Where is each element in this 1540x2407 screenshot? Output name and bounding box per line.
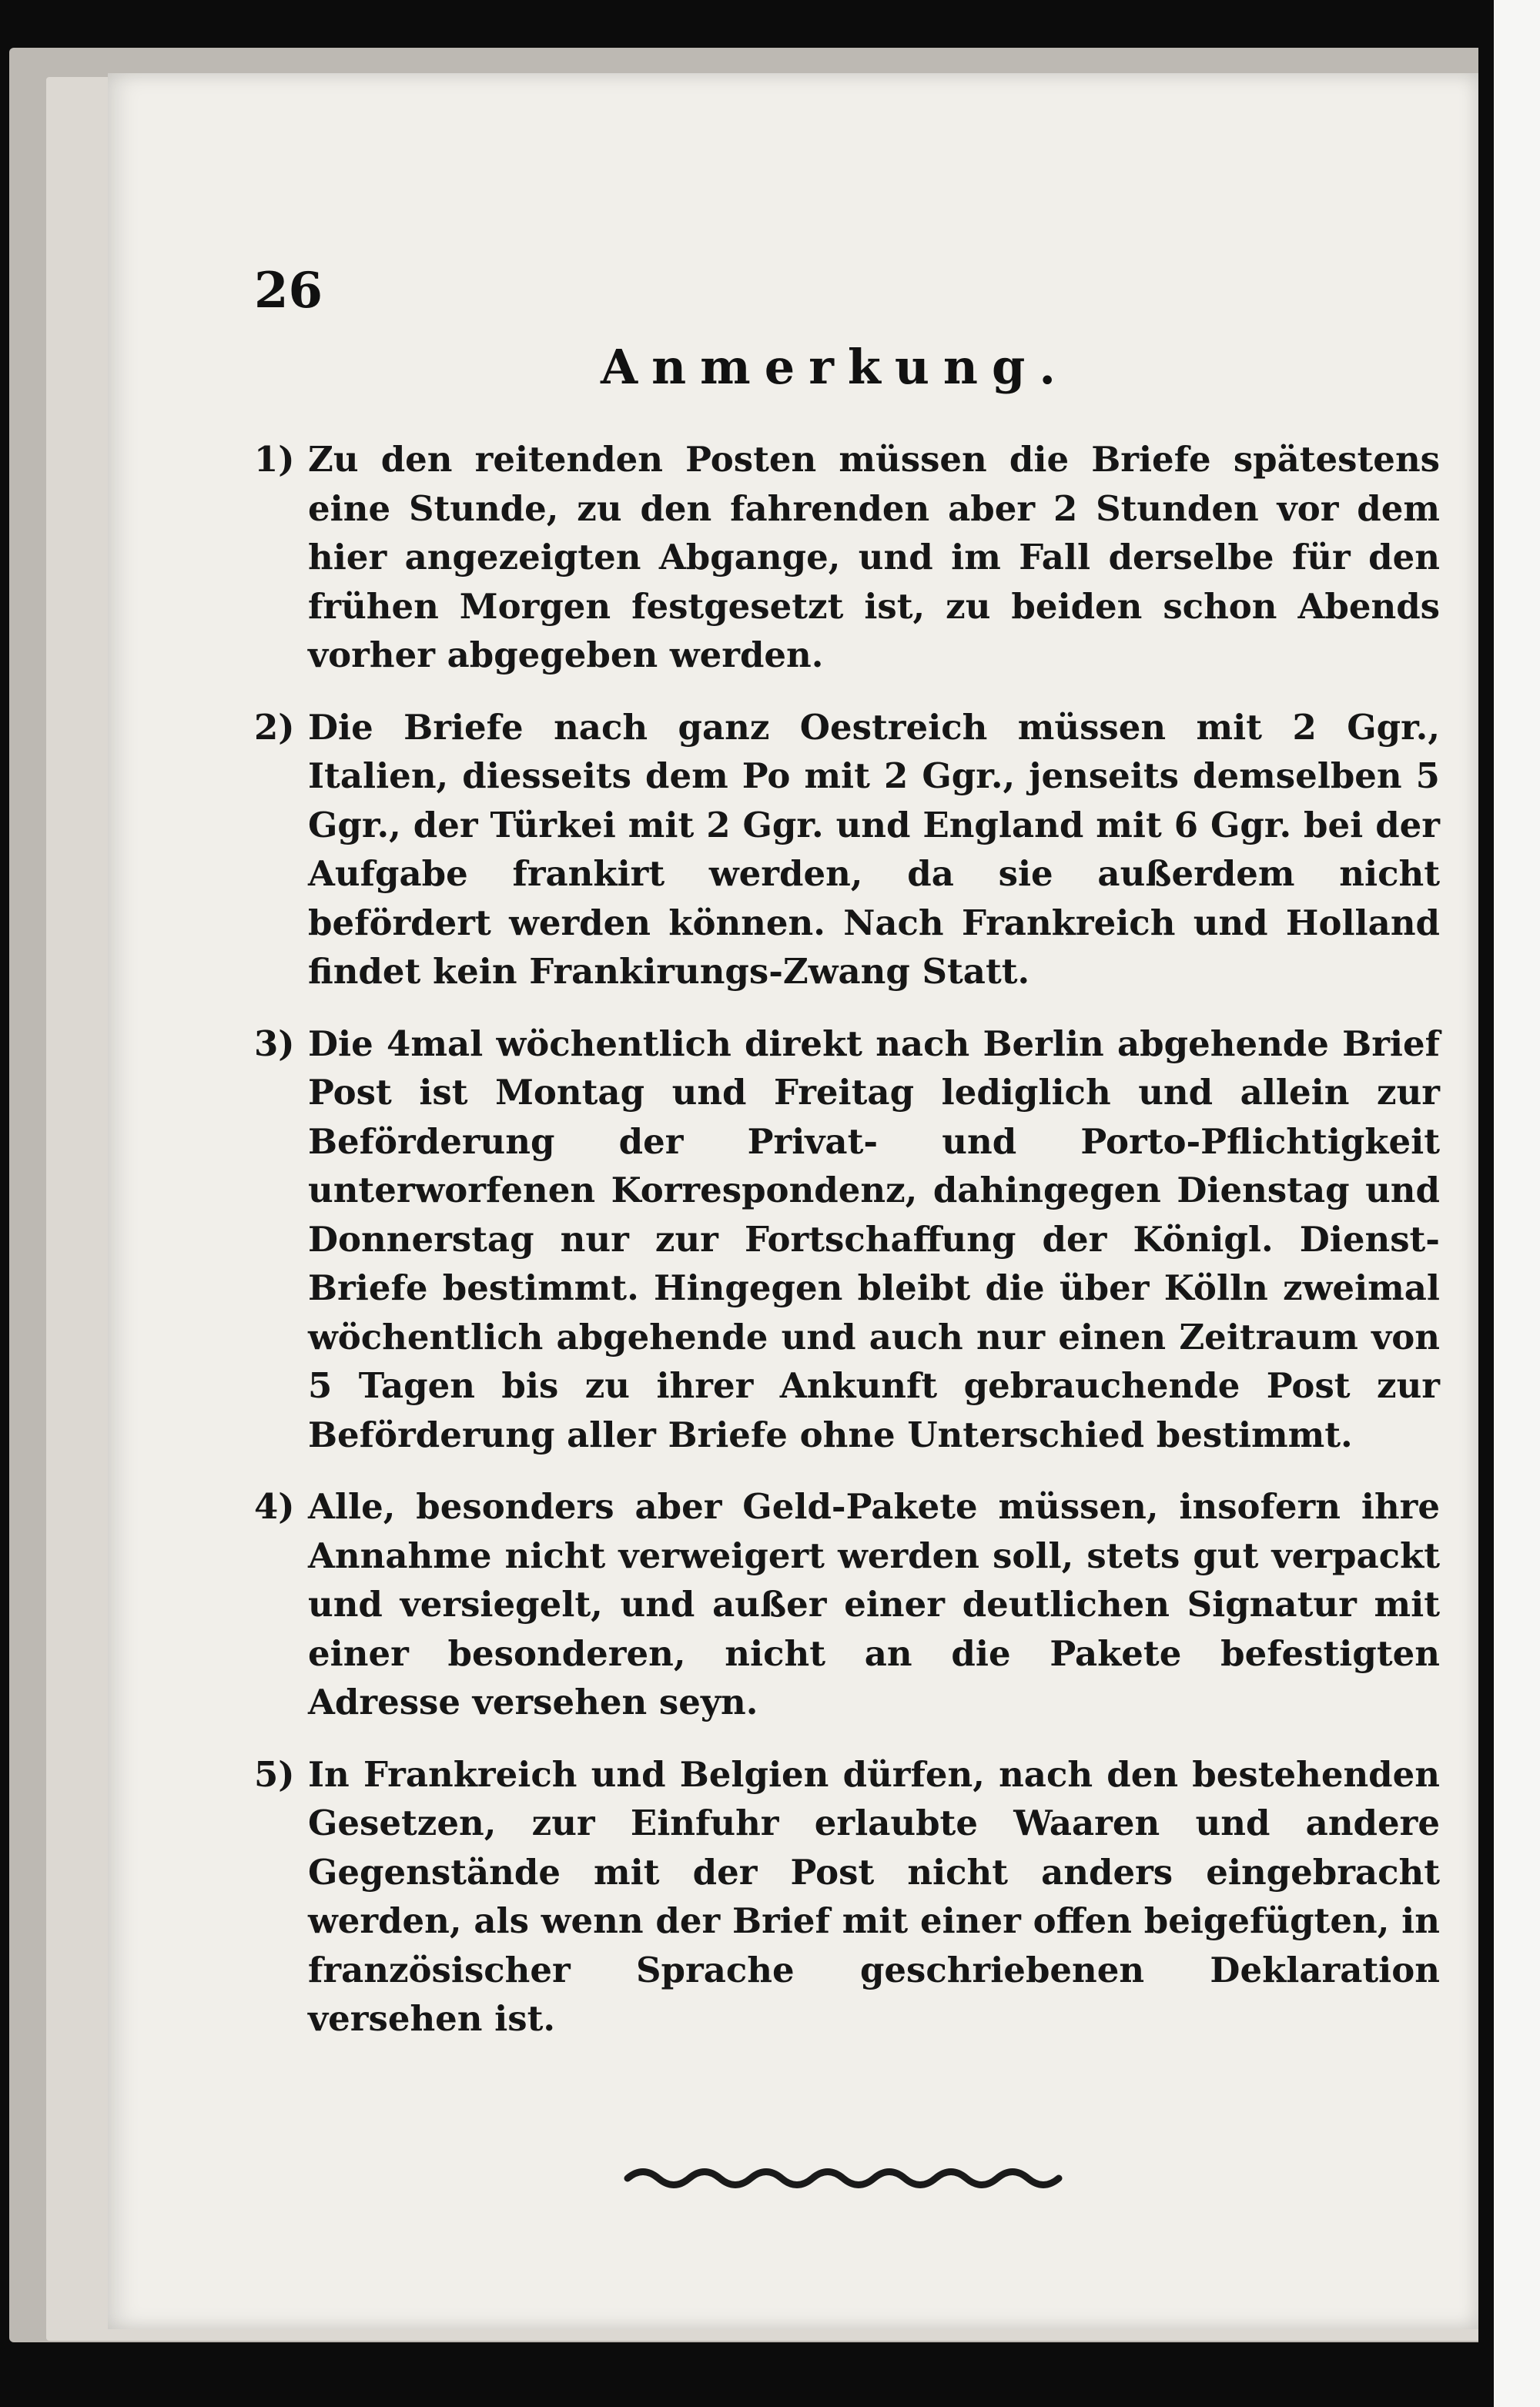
- note-text: In Frankreich und Belgien dürfen, nach den bestehenden Gesetzen, zur Einfuhr erlaubte Waaren und andere Gegenstände mit der Post nicht anders eingebracht werden, als wenn der Brief mit einer offen beigefügten, in französischer Sprache geschriebenen Deklaration versehen ist.: [308, 1753, 1440, 2039]
- note-number: 5): [254, 1753, 295, 1795]
- note-number: 3): [254, 1023, 295, 1064]
- wavy-rule-ornament: [624, 2159, 1063, 2198]
- note-text: Die Briefe nach ganz Oestreich müssen mit 2 Ggr., Italien, diesseits dem Po mit 2 Ggr., jenseits demselben 5 Ggr., der Türkei mit 2 Ggr. und England mit 6 Ggr. bei der Aufgabe frankirt werden, da sie außerdem nicht befördert werden können. Nach Frankreich und Holland findet kein Frankirungs-Zwang Statt.: [308, 706, 1440, 992]
- note-item: [254, 1482, 1440, 1727]
- note-number: 1): [254, 439, 295, 480]
- note-item: [254, 435, 1440, 680]
- note-item: [254, 1019, 1440, 1460]
- note-text: Zu den reitenden Posten müssen die Briefe spätestens eine Stunde, zu den fahrenden aber 2 Stunden vor dem hier angezeigten Abgange, und im Fall derselbe für den frühen Morgen festgesetzt ist, zu beiden schon Abends vorher abgegeben werden.: [308, 439, 1440, 675]
- note-text: Die 4mal wöchentlich direkt nach Berlin abgehende Brief Post ist Montag und Freitag lediglich und allein zur Beförderung der Privat- und Porto-Pflichtigkeit unterworfenen Korrespondenz, dahingegen Dienstag und Donnerstag nur zur Fortschaffung der Königl. Dienst-Briefe bestimmt. Hingegen bleibt die über Kölln zweimal wöchentlich abgehende und auch nur einen Zeitraum von 5 Tagen bis zu ihrer Ankunft gebrauchende Post zur Beförderung aller Briefe ohne Unterschied bestimmt.: [308, 1023, 1440, 1455]
- scan-margin-strip: [1478, 0, 1540, 2407]
- note-number: 2): [254, 706, 295, 748]
- page-heading: Anmerkung.: [601, 339, 1070, 395]
- note-item: [254, 1750, 1440, 2044]
- note-number: 4): [254, 1486, 295, 1527]
- note-item: [254, 703, 1440, 996]
- page-number: 26: [254, 262, 323, 320]
- note-text: Alle, besonders aber Geld-Pakete müssen, insofern ihre Annahme nicht verweigert werden soll, stets gut verpackt und versiegelt, und außer einer deutlichen Signatur mit einer besonderen, nicht an die Pakete befestigten Adresse versehen seyn.: [308, 1486, 1440, 1722]
- notes-list: [254, 435, 1440, 2067]
